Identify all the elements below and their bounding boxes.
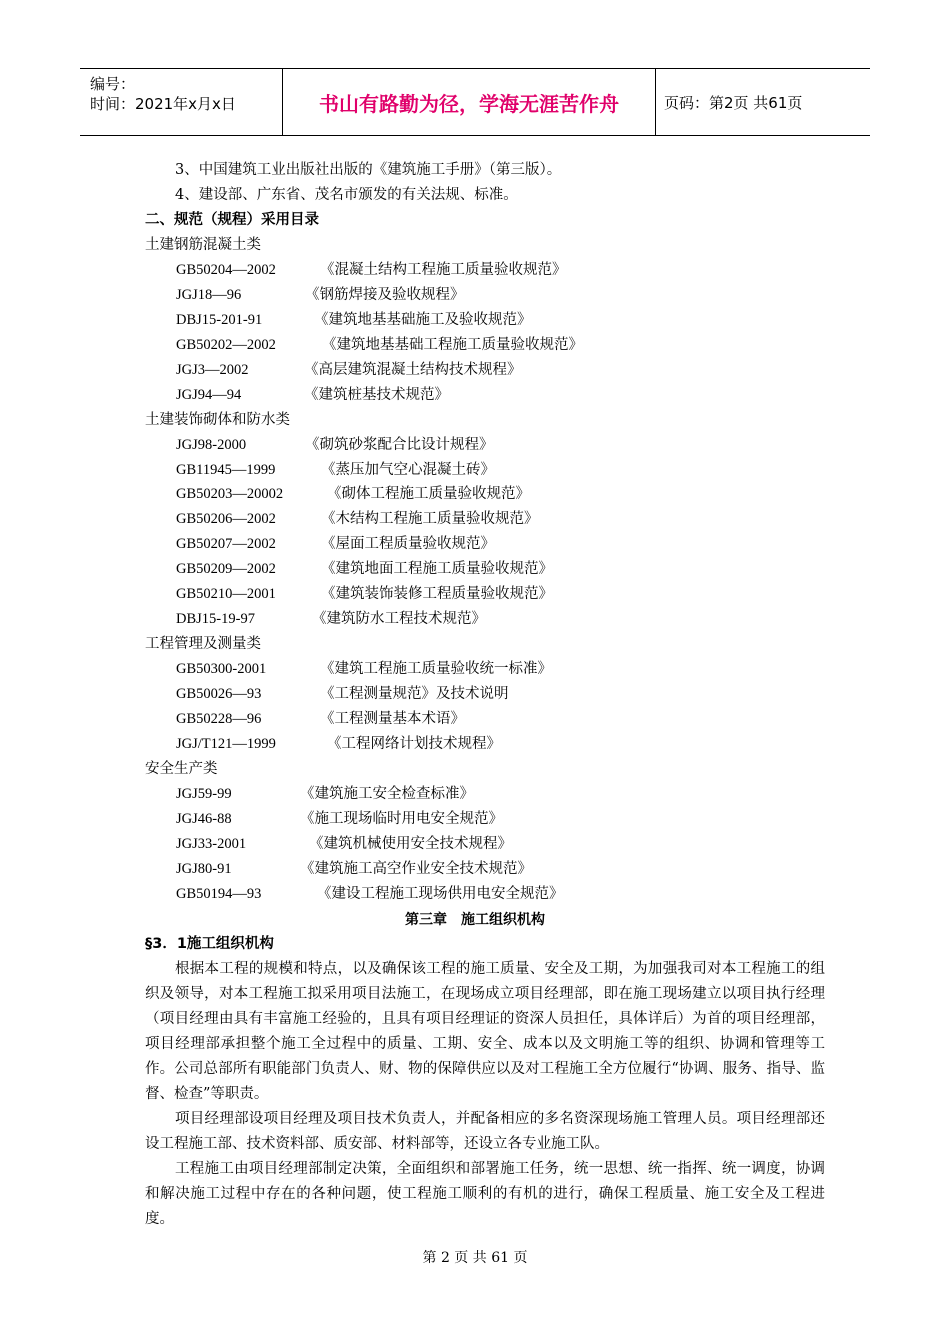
category-heading: 安全生产类 [145,761,218,777]
standard-code: GB50026—93 [176,686,262,702]
standard-code: GB50210—2001 [176,586,276,602]
standard-code: JGJ/T121—1999 [176,736,276,752]
standard-code: JGJ98-2000 [176,437,247,453]
standard-title: 《工程测量基本术语》 [320,711,465,727]
standard-code: GB50203—20002 [176,486,284,502]
standard-title: 《工程测量规范》及技术说明 [320,686,509,702]
chapter-title: 第三章 施工组织机构 [405,912,545,928]
document-number-label: 编号： [90,75,136,93]
standard-title: 《建筑装饰装修工程质量验收规范》 [321,586,553,602]
standard-title: 《建筑桩基技术规范》 [304,387,449,403]
subsection-title: §3．1施工组织机构 [145,936,274,952]
standard-code: JGJ46-88 [176,811,232,827]
standard-title: 《施工现场临时用电安全规范》 [300,811,503,827]
header-meta-cell [80,69,283,135]
standard-title: 《建筑地面工程施工质量验收规范》 [321,561,553,577]
body-paragraph: 根据本工程的规模和特点，以及确保该工程的施工质量、安全及工期，为加强我司对本工程施工的组织及领导，对本工程施工拟采用项目法施工，在现场成立项目经理部，即在施工现场建立以项目执行经理（项目经理由具有丰富施工经验的，且具有项目经理证的资深人员担任，具体详后）为首的项目经理部，项目经理部承担整个施工全过程中的质量、工期、安全、成本以及文明施工等的组织、协调和管理等工作。公司总部所有职能部门负责人、财、物的保障供应以及对工程施工全方位履行“协调、服务、指导、监督、检查”等职责。 [145,961,825,1102]
standard-title: 《砌筑砂浆配合比设计规程》 [305,437,494,453]
header-page-cell [656,69,870,135]
standard-title: 《建筑地基基础工程施工质量验收规范》 [322,337,583,353]
section-title: 二、规范（规程）采用目录 [145,212,319,228]
standard-title: 《建筑施工高空作业安全技术规范》 [300,861,532,877]
category-heading: 土建装饰砌体和防水类 [145,412,290,428]
standard-code: GB50207—2002 [176,536,276,552]
standard-code: GB50194—93 [176,886,262,902]
standard-title: 《木结构工程施工质量验收规范》 [321,511,539,527]
page-footer: 第 2 页 共 61 页 [422,1250,528,1266]
category-heading: 土建钢筋混凝土类 [145,237,261,253]
standard-title: 《建筑工程施工质量验收统一标准》 [320,661,552,677]
standard-code: GB11945—1999 [176,462,276,478]
header-motto-cell [283,69,656,135]
standard-code: JGJ59-99 [176,786,232,802]
standard-code: JGJ33-2001 [176,836,247,852]
standard-title: 《建筑机械使用安全技术规程》 [309,836,512,852]
standard-title: 《建设工程施工现场供用电安全规范》 [317,886,564,902]
standard-title: 《高层建筑混凝土结构技术规程》 [304,362,522,378]
standard-code: JGJ18—96 [176,287,242,303]
standard-title: 《建筑防水工程技术规范》 [312,611,486,627]
standard-code: JGJ3—2002 [176,362,249,378]
intro-item: 3、中国建筑工业出版社出版的《建筑施工手册》（第三版）。 [175,162,562,178]
body-paragraph: 项目经理部设项目经理及项目技术负责人，并配备相应的多名资深现场施工管理人员。项目经理部还设工程施工部、技术资料部、质安部、材料部等，还设立各专业施工队。 [145,1111,825,1152]
standard-code: GB50202—2002 [176,337,276,353]
header-table [80,68,870,136]
standard-title: 《钢筋焊接及验收规程》 [305,287,465,303]
standard-title: 《蒸压加气空心混凝土砖》 [321,462,495,478]
standard-code: GB50228—96 [176,711,262,727]
header-motto: 书山有路勤为径，学海无涯苦作舟 [319,91,619,116]
standard-title: 《屋面工程质量验收规范》 [321,536,495,552]
body-paragraph: 工程施工由项目经理部制定决策，全面组织和部署施工任务，统一思想、统一指挥、统一调度，协调和解决施工过程中存在的各种问题，使工程施工顺利的有机的进行，确保工程质量、施工安全及工程进度。 [145,1161,825,1227]
standard-title: 《建筑施工安全检查标准》 [300,786,474,802]
standard-code: JGJ94—94 [176,387,242,403]
standard-title: 《工程网络计划技术规程》 [327,736,501,752]
standard-title: 《混凝土结构工程施工质量验收规范》 [320,262,567,278]
document-time-label: 时间：2021年x月x日 [90,95,236,113]
standard-code: DBJ15-201-91 [176,312,263,328]
header-page-label: 页码：第2页 共61页 [664,93,803,112]
standard-code: JGJ80-91 [176,861,232,877]
category-heading: 工程管理及测量类 [145,636,261,652]
standard-code: DBJ15-19-97 [176,611,255,627]
standard-title: 《建筑地基基础施工及验收规范》 [314,312,532,328]
standard-code: GB50206—2002 [176,511,276,527]
standard-code: GB50209—2002 [176,561,276,577]
intro-item: 4、建设部、广东省、茂名市颁发的有关法规、标准。 [175,187,518,203]
standard-title: 《砌体工程施工质量验收规范》 [327,486,530,502]
standard-code: GB50204—2002 [176,262,276,278]
standard-code: GB50300-2001 [176,661,267,677]
